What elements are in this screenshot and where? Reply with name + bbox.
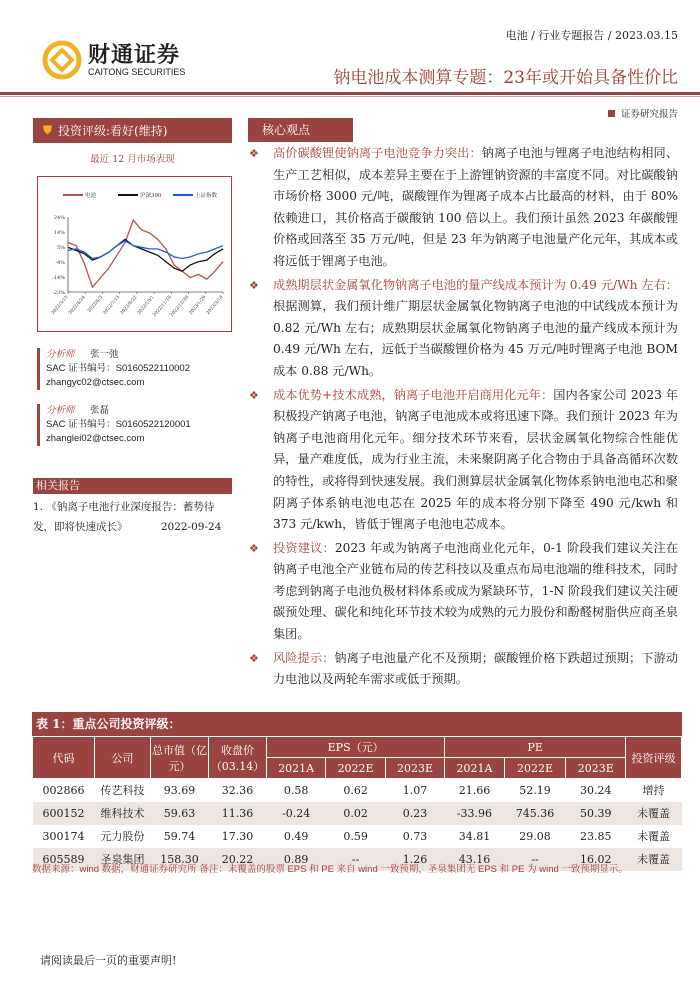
x-tick-label: 2022/10/1 [136,295,156,316]
bullet-lead: 成熟期层状金属氧化物钠离子电池的量产线成本预计为 0.49 元/Wh 左右： [273,277,678,292]
table-cell: -- [326,848,385,871]
core-bullet [246,385,678,536]
analyst-email[interactable]: zhangyc02@ctsec.com [46,377,145,388]
x-tick-label: 2022/4/24 [68,295,87,316]
table-cell: 维科技术 [95,802,151,825]
table-cell: 1.26 [385,848,444,871]
report-type [608,106,678,120]
table-cell: 59.63 [151,802,209,825]
table-cell: 30.24 [579,783,612,797]
col-mcap: 总市值（亿元） [151,737,209,779]
col-close: 收盘价（03.14） [209,737,267,779]
col-eps-2023: 2023E [385,758,444,779]
analyst-role: 分析师 [46,405,75,416]
col-company: 公司 [95,737,151,779]
table-cell: 元力股份 [100,830,145,843]
x-tick-label: 2022/7/13 [102,295,122,316]
analyst-name: 张一弛 [90,349,119,360]
x-tick-label: 2022/12/20 [169,295,191,319]
table-cell: -0.24 [267,802,326,825]
rating-label: 投资评级:看好(维持) [58,124,168,138]
core-bullet [246,648,678,691]
table-cell: 600152 [33,802,95,825]
market-performance-chart [37,176,232,332]
col-pe-2023: 2023E [566,758,626,779]
x-tick-label: 2022/11/10 [152,295,173,319]
rating-banner [33,118,232,143]
header-divider [0,92,700,95]
table-cell: 0.62 [343,783,368,797]
analyst-email[interactable]: zhanglei02@ctsec.com [46,433,145,444]
report-meta: 电池 / 行业专题报告 / 2023.03.15 [505,29,678,42]
table-cell: -- [504,848,566,871]
related-report-link[interactable] [33,497,232,537]
analyst-card [37,404,191,446]
brand-en: CAITONG SECURITIES [88,67,186,77]
core-bullet [246,143,678,273]
col-pe-2021: 2021A [445,758,504,779]
report-type-label: 证券研究报告 [620,109,678,120]
table-cell: 59.74 [163,829,196,843]
disclaimer-footer: 请阅读最后一页的重要声明! [40,954,177,967]
diamond-bullet-icon: ❖ [249,541,259,555]
table-cell: 52.19 [519,783,551,797]
y-tick-label: -23% [52,290,65,296]
table-cell: 传艺科技 [100,784,145,798]
table-cell: 0.89 [267,848,326,871]
table-cell: 1.07 [402,783,428,797]
table-cell: 93.69 [163,783,196,797]
col-eps: EPS（元） [267,737,445,758]
table-cell: 32.36 [221,783,254,797]
table-cell: 745.36 [504,802,566,825]
x-tick-label: 2023/3/10 [205,295,225,316]
series-line-2 [68,241,223,259]
legend-label: 上证指数 [195,193,218,199]
table-cell: 0.58 [283,783,309,797]
chart-title: 最近 12 月市场表现 [90,154,175,165]
table-caption: 表 1：重点公司投资评级： [32,712,682,736]
table-cell: 未覆盖 [626,802,682,825]
col-rating: 投资评级 [626,737,682,779]
table-cell: 605589 [33,848,95,871]
table-cell: 21.66 [458,783,491,797]
bullet-lead: 投资建议： [273,540,335,555]
col-pe: PE [445,737,626,758]
table-cell: 16.02 [566,848,626,871]
analyst-role: 分析师 [46,349,75,360]
diamond-bullet-icon: ❖ [249,651,259,665]
company-logo [40,38,210,82]
table-cell: 23.85 [579,829,612,843]
table-cell: 0.59 [343,829,368,843]
y-tick-label: -4% [55,260,65,266]
analyst-name: 张磊 [90,405,110,416]
related-reports-header: 相关报告 [33,478,232,494]
analyst-card [37,348,190,390]
y-tick-label: 24% [53,215,65,221]
x-tick-label: 2022/6/3 [87,295,104,314]
table-cell: 0.02 [326,802,385,825]
core-view-tab: 核心观点 [248,118,353,142]
y-tick-label: -14% [52,275,65,281]
table-cell: 未覆盖 [637,830,670,843]
diamond-bullet-icon: ❖ [249,147,259,160]
x-tick-label: 2023/1/29 [188,295,208,316]
page-title: 钠电池成本测算专题：23年或开始具备性价比 [333,68,678,88]
table-cell: 50.39 [566,802,626,825]
table-cell: 34.81 [458,829,491,843]
bullet-lead: 高价碳酸锂使钠离子电池竞争力突出： [273,146,482,160]
core-bullet [246,275,678,383]
x-tick-label: 2022/8/22 [119,295,139,316]
bullet-body: 钠离子电池量产化不及预期；碳酸锂价格下跌超过预期；下游动力电池以及两轮车需求或低于预期。 [273,650,679,687]
bullet-lead: 成本优势+技术成熟，钠离子电池开启商用化元年： [273,387,554,402]
table-cell: 20.22 [209,848,267,871]
table-cell: 0.73 [402,829,428,843]
bullet-body: 钠离子电池与锂离子电池结构相同、生产工艺相似，成本差异主要在于上游锂钠资源的丰富度不同。对比碳酸钠市场价格 3000 元/吨，碳酸锂作为锂离子成本占比最高的材料，由于 80%依赖进口，其价格高于碳酸钠 100 倍以上。我们预计虽然 2023 年碳酸锂价格或回落至 35 万元/吨，但是 23 年为钠离子电池量产化元年，其成本或将远低于锂离子电池。 [273,146,679,268]
table-cell: 0.49 [283,829,309,843]
table-note: 数据来源：wind 数据，财通证券研究所 备注：未覆盖的股票 EPS 和 PE 来自 wind 一致预期，圣泉集团无 EPS 和 PE 为 wind 一致预期显示。 [32,864,628,875]
related-report-date: 2022-09-24 [160,521,222,533]
diamond-bullet-icon: ❖ [249,278,259,292]
table-cell: 未覆盖 [626,848,682,871]
legend-label: 沪深300 [140,193,162,199]
table-row [33,779,682,802]
table-cell: 17.30 [221,829,254,843]
table-row [33,802,682,825]
col-code: 代码 [33,737,95,779]
table-cell: 0.23 [385,802,444,825]
brand-cn: 财通证券 [88,43,181,68]
table-cell: 002866 [42,783,85,797]
chart-svg [38,177,230,330]
related-report-title[interactable]: 1. 《钠离子电池行业深度报告：蓄势待发，即将快速成长》 [33,501,215,533]
y-tick-label: 14% [53,230,65,236]
core-bullet [246,538,678,646]
bullet-body: 2023 年或为钠离子电池商业化元年，0-1 阶段我们建议关注在钠离子电池全产业链布局的传艺科技以及重点布局电池端的维科技术，同时考虑到钠离子电池负极材料体系或成为紧缺环节，1-N 阶段我们建议关注硬碳预处理、碳化和纯化环节技术较为成熟的元力股份和酚醛树脂供应商圣泉集团。 [273,540,679,642]
bullet-lead: 风险提示： [273,650,335,665]
col-eps-2022: 2022E [326,758,385,779]
legend-label: 电池 [85,193,97,199]
table-cell: 300174 [42,829,85,843]
analyst-sac: SAC 证书编号：S0160522110002 [46,363,190,374]
table-cell: 增持 [642,784,665,798]
analyst-sac: SAC 证书编号：S0160522120001 [46,419,191,430]
series-line-1 [68,239,223,271]
table-row [33,825,682,848]
core-view-list [246,143,678,693]
table-cell: 圣泉集团 [95,848,151,871]
table-cell: 11.36 [209,802,267,825]
table-cell: -33.96 [445,802,504,825]
col-eps-2021: 2021A [267,758,326,779]
logo-icon [42,40,82,80]
bullet-body: 国内各家公司 2023 年积极投产钠离子电池，钠离子电池成本或将迅速下降。我们预计 2023 年为钠离子电池商用化元年。细分技术环节来看，层状金属氧化物综合性能优异，量产难度低，成为行业主流，未来聚阴离子化合物由于具备高循环次数的特性，或将得到快速发展。我们测算层状金属氧化物体系钠电池电芯和聚阴离子体系钠电池电芯在 2025 年的成本将分别下降至 490 元/kwh 和 373 元/kwh，皆低于锂离子电池电芯成本。 [273,387,678,532]
x-tick-label: 2022/3/15 [50,295,70,316]
table-cell: 29.08 [519,829,551,843]
table-cell: 158.30 [151,848,209,871]
y-tick-label: 5% [57,245,65,251]
ratings-table [32,712,682,871]
col-pe-2022: 2022E [504,758,566,779]
shield-icon: ⛊ [43,123,53,137]
header-divider-thin [0,96,700,97]
bullet-body: 根据测算，我们预计维广期层状金属氧化物钠离子电池的中试线成本预计为 0.82 元/Wh 左右；成熟期层状金属氧化物钠离子电池的量产线成本预计为 0.49 元/Wh 左右，远低于当碳酸锂价格为 45 万元/吨时锂离子电池 BOM 成本 0.88 元/Wh。 [273,299,678,378]
diamond-bullet-icon: ❖ [249,388,259,402]
table-cell: 43.16 [445,848,504,871]
